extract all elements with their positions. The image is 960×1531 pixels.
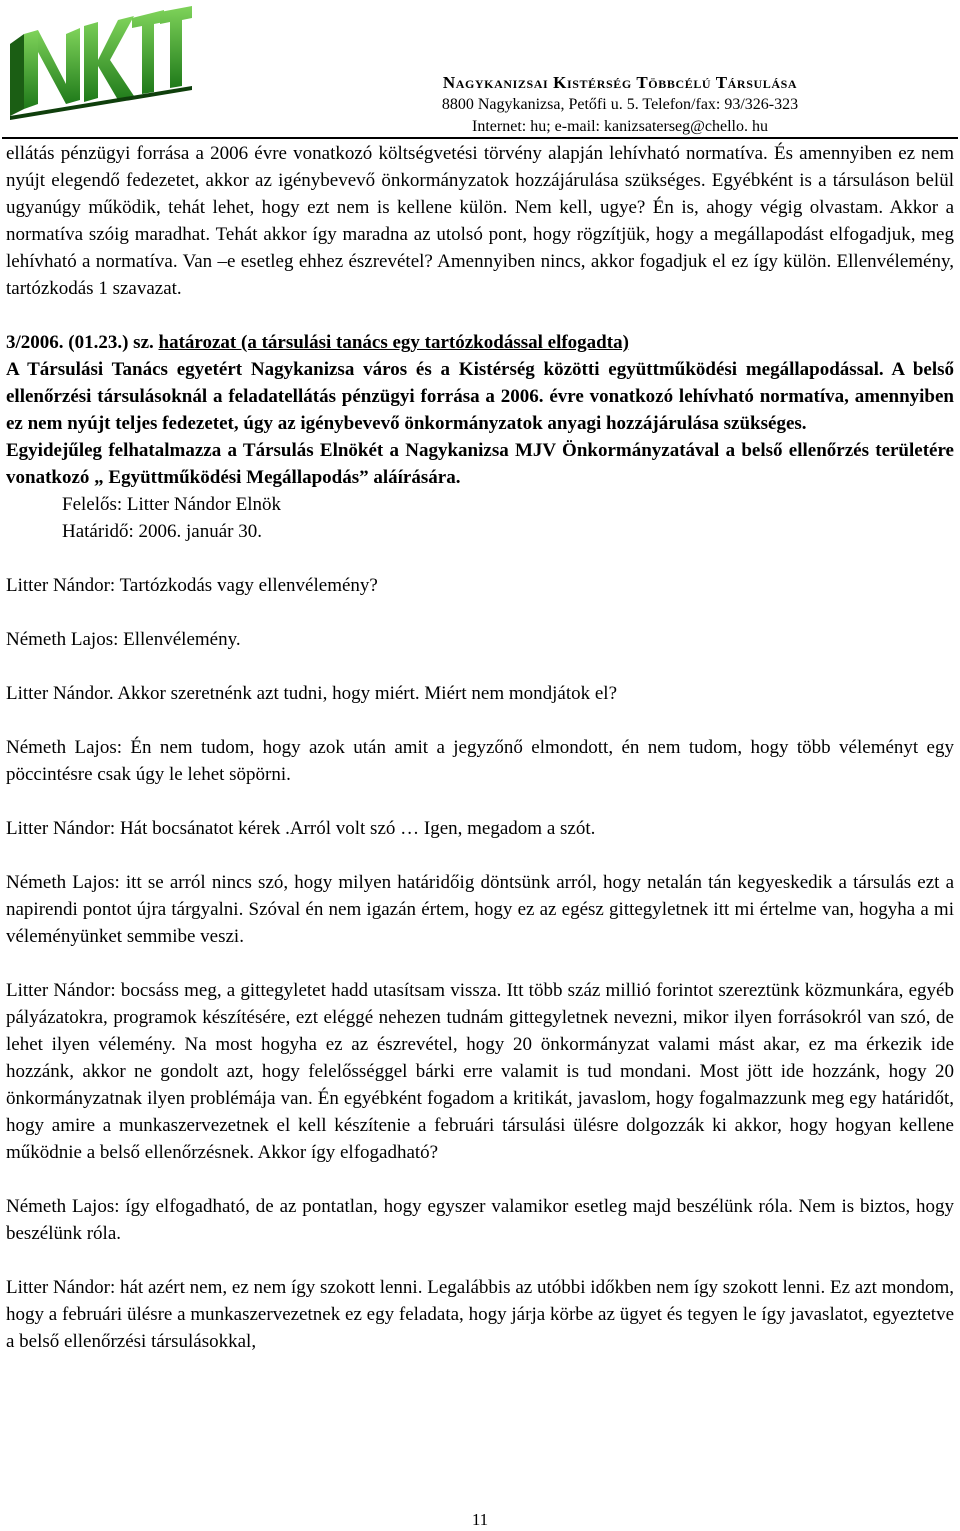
dialogue-3: Litter Nándor. Akkor szeretnénk azt tudni, hogy miért. Miért nem mondjátok el?	[6, 683, 618, 704]
dialogue-4: Németh Lajos: Én nem tudom, hogy azok után amit a jegyzőnő elmondott, én nem tudom, hogy több véleményt egy pöccintésre csak úgy le lehet söpörni.	[6, 737, 954, 785]
organization-name: Nagykanizsai Kistérség Többcélú Társulása	[442, 73, 798, 92]
dialogue-9: Litter Nándor: hát azért nem, ez nem így szokott lenni. Legalábbis az utóbbi időkben nem így szokott lenni. Ez azt mondom, hogy a februári ülésre a munkaszervezetnek ez egy feladata, hogy járja körbe az ügyet és tegyen le így javaslatot, egyeztetve a belső ellenőrzési társulásokkal,	[6, 1277, 954, 1352]
organization-contact: Internet: hu; e-mail: kanizsaterseg@chello. hu	[472, 118, 768, 135]
resolution-title: határozat (a társulási tanács egy tartózkodással elfogadta)	[158, 332, 629, 353]
organization-address: 8800 Nagykanizsa, Petőfi u. 5. Telefon/fax: 93/326-323	[441, 96, 799, 113]
resolution-number: 3/2006. (01.23.) sz.	[6, 332, 154, 353]
responsible-line: Felelős: Litter Nándor Elnök	[62, 494, 281, 515]
nktt-logo	[4, 4, 194, 122]
dialogue-7: Litter Nándor: bocsáss meg, a gittegyletet hadd utasítsam vissza. Itt több száz millió forintot szereztünk közmunkára, egyéb pályázatokra, programok készítésére, ezt eléggé nehezen tudnám gittegyletnek nevezni, mikor ilyen forrásokról van szó, de lehet ilyen vélemény. Na most hogyha ez az észrevétel, hogy 20 önkormányzat valami mást akar, ez ma érkezik ide hozzánk, akkor ne gondolt azt, hogy felelősséggel bárki erre valamit is tud mondani. Most jött ide hozzánk, hogy 20 önkormányzatnak ilyen problémája van. Én egyébként fogadom a kritikát, javaslom, hogy fogalmazzunk meg egy határidőt, hogy amire a munkaszervezetnek el kell készítenie a februári társulási ülésre dolgozzák ki akkor, hogy hogyan kellene működnie a belső ellenőrzésnek. Akkor így elfogadható?	[6, 980, 954, 1163]
deadline-line: Határidő: 2006. január 30.	[62, 521, 262, 542]
dialogue-6: Németh Lajos: itt se arról nincs szó, hogy milyen határidőig döntsünk arról, hogy netalán tán kegyeskedik a társulás ezt a napirendi pontot újra tárgyalni. Szóval én nem igazán értem, hogy ez az egész gittegyletnek itt mi értelme van, hogyha a mi véleményünket semmibe veszi.	[6, 872, 954, 947]
dialogue-8: Németh Lajos: így elfogadható, de az pontatlan, hogy egyszer valamikor esetleg majd beszélünk róla. Nem is biztos, hogy beszélünk róla.	[6, 1196, 954, 1244]
logo-graphic	[4, 4, 194, 122]
dialogue-5: Litter Nándor: Hát bocsánatot kérek .Arról volt szó … Igen, megadom a szót.	[6, 818, 596, 839]
resolution-body-1: A Társulási Tanács egyetért Nagykanizsa város és a Kistérség közötti együttműködési megállapodással. A belső ellenőrzési társulásoknál a feladatellátás pénzügyi forrása a 2006. évre vonatkozó lehívható normatíva, amennyiben ez nem nyújt teljes fedezetet, úgy az igénybevevő önkormányzatok anyagi hozzájárulása szükséges.	[6, 359, 954, 434]
document-body	[6, 140, 954, 1355]
resolution-heading	[6, 329, 954, 356]
paragraph-intro: ellátás pénzügyi forrása a 2006 évre vonatkozó költségvetési törvény alapján lehívható normatíva. És amennyiben ez nem nyújt elegendő fedezetet, akkor az igénybevevő önkormányzatok hozzájárulása szükséges. Egyébként is a társuláson belül ugyanúgy működik, tehát lehet, hogy ezt nem is kellene külön. Nem kell, ugye? Én is, ahogy végig olvastam. Akkor a normatíva szóig maradhat. Tehát akkor így maradna az utolsó pont, hogy rögzítjük, hogy a megállapodást elfogadjuk, meg lehívható a normatíva. Van –e esetleg ehhez észrevétel? Amennyiben nincs, akkor fogadjuk el ez így külön. Ellenvélemény, tartózkodás 1 szavazat.	[6, 143, 954, 299]
letterhead	[0, 0, 960, 140]
header-rule	[2, 137, 958, 139]
dialogue-2: Németh Lajos: Ellenvélemény.	[6, 629, 241, 650]
organization-info	[300, 72, 940, 138]
page-number: 11	[471, 1510, 489, 1529]
resolution-body-2: Egyidejűleg felhatalmazza a Társulás Elnökét a Nagykanizsa MJV Önkormányzatával a belső ellenőrzés területére vonatkozó „ Együttműködési Megállapodás” aláírására.	[6, 440, 954, 488]
dialogue-1: Litter Nándor: Tartózkodás vagy ellenvélemény?	[6, 575, 378, 596]
